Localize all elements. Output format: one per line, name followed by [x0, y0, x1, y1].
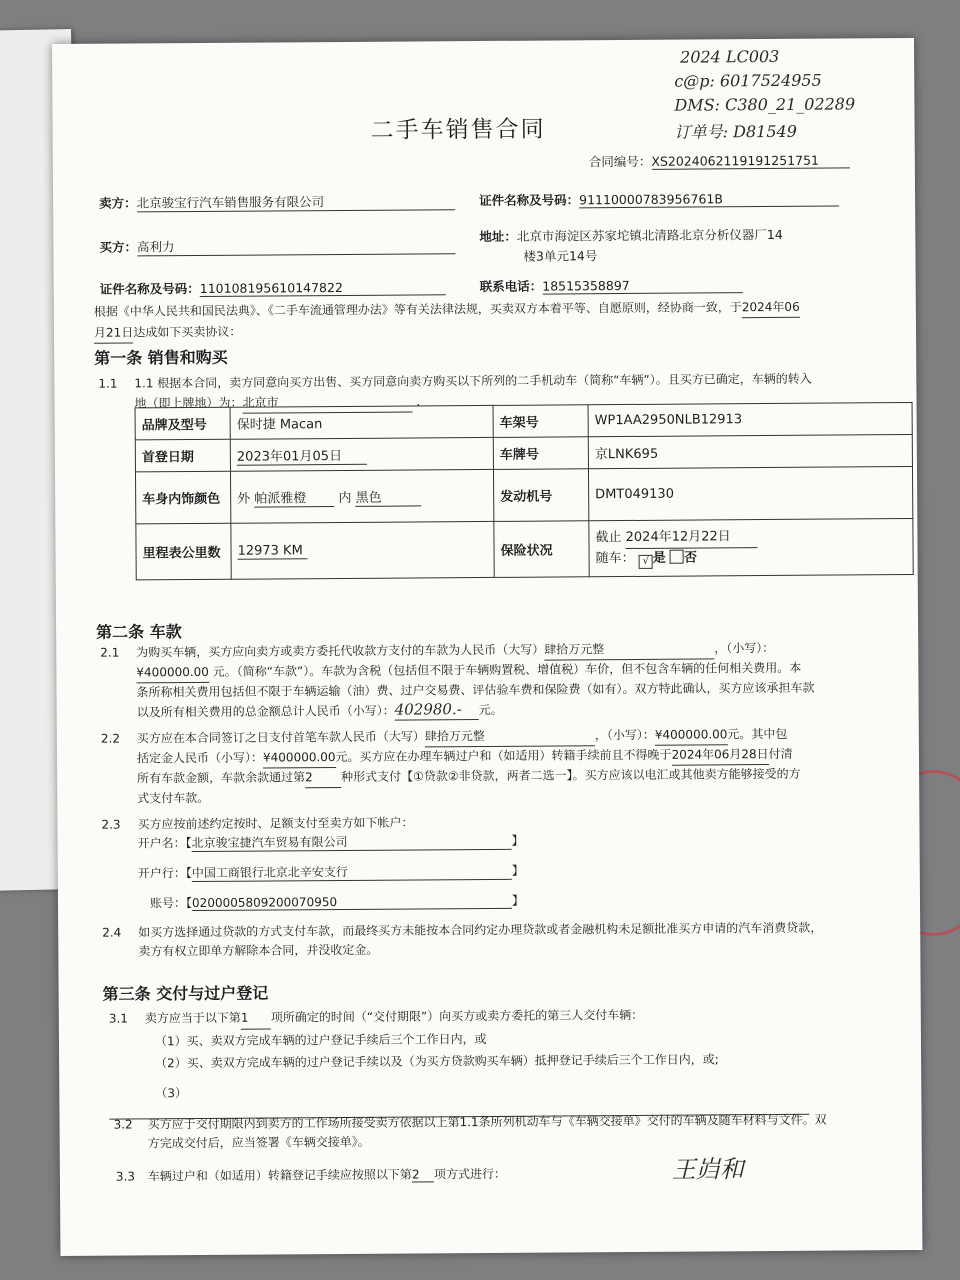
buyer-name: 高利力	[137, 235, 455, 256]
engine-value: DMT049130	[588, 467, 912, 521]
bank-row	[138, 859, 882, 882]
first-payment-small: ¥400000.00	[655, 725, 728, 746]
clause-3-1-number: 3.1	[108, 1011, 128, 1026]
clause-2-1-text-3: 条所称相关费用包括但不限于车辆运输（油）费、过户交易费、评估验车费和保险费（如有）。双方特此确认，买方应该承担车款	[136, 680, 815, 700]
buyer-id-row	[100, 277, 446, 297]
handwritten-note-4: 订单号: D81549	[674, 121, 797, 142]
color-cell	[230, 469, 493, 523]
yes-checkbox: √	[639, 555, 653, 569]
intro-text-2: 达成如下买卖协议：	[133, 324, 242, 340]
exterior-prefix: 外	[237, 491, 251, 507]
contract-page	[52, 38, 922, 1256]
color-label: 车身内饰颜色	[135, 471, 230, 524]
exterior-color: 帕派雅橙	[254, 487, 334, 508]
price-capital: 肆拾万元整	[544, 639, 714, 660]
article-3-title: 第三条 交付与过户登记	[102, 983, 269, 1004]
clause-2-2-text-3b: 种形式支付【①贷款②非贷款，两者二选一】。买方应该以电汇或其他卖方能够接受的方	[341, 766, 801, 784]
clause-1-1-text: 1.1 根据本合同，卖方同意向买方出售、买方同意向卖方购买以下所列的二手机动车（简称“车辆”）。且买方已确定，车辆的转入	[134, 371, 812, 391]
clause-2-2-text-3a: 所有车款金额，车款余款通过第	[137, 770, 306, 786]
clause-3-3-text-1a: 车辆过户和（如适用）转籍登记手续应按照以下第	[147, 1167, 412, 1184]
handwritten-note-2: c@p: 6017524955	[674, 70, 822, 91]
clause-2-2-text-1a: 买方应在本合同签订之日支付首笔车款人民币（大写）	[136, 729, 425, 746]
clause-3-3-text-1b: 项方式进行：	[433, 1166, 506, 1182]
phone-row	[480, 275, 743, 295]
brand-value: 保时捷 Macan	[230, 405, 493, 439]
phone-label: 联系电话：	[479, 278, 543, 295]
clause-2-2-text-2c: 付清	[768, 746, 793, 762]
clause-1-1-text-2: 地（即上牌地）为：	[134, 395, 243, 411]
vin-label: 车架号	[493, 405, 588, 438]
clause-2-1-number: 2.1	[100, 645, 120, 660]
mileage-cell	[231, 521, 494, 579]
option-3: （3）	[155, 1086, 188, 1101]
buyer-id: 110108195610147822	[200, 279, 446, 297]
handwritten-note-1: 2024 LC003	[680, 46, 780, 67]
no-label: 否	[683, 550, 697, 566]
address-line-1: 北京市海淀区苏家坨镇北清路北京分析仪器厂14	[516, 226, 783, 244]
table-row	[136, 519, 913, 580]
first-reg-value: 2023年01月05日	[237, 444, 367, 465]
clause-2-2-text-1b: ，（小写）：	[594, 727, 655, 743]
clause-3-1	[109, 1002, 886, 1126]
intro-date-2: 月21日	[94, 322, 133, 343]
payoff-date: 2024年06月28日	[671, 745, 768, 766]
seller-id: 91110000783956761B	[579, 191, 839, 209]
transfer-item: 2	[412, 1167, 434, 1182]
clause-3-2	[113, 1110, 889, 1153]
delivery-item: 1	[241, 1006, 271, 1029]
account-name-row	[138, 829, 882, 852]
first-payment-capital: 肆拾万元整	[425, 726, 595, 747]
account-name-label: 开户名：【	[137, 836, 192, 851]
clause-3-2-text-1: 买方应于交付期限内到卖方的工作场所接受卖方依据以上第1.1条所列机动车与《车辆交接单》交付的车辆及随车材料与文件。双	[147, 1112, 827, 1132]
clause-3-2-text-2: 方完成交付后，应当签署《车辆交接单》。	[147, 1134, 370, 1151]
article-1-title: 第一条 销售和购买	[94, 347, 228, 368]
interior-prefix: 内	[338, 490, 352, 506]
price-small: ¥400000.00	[136, 663, 209, 684]
signature: 王岿和	[671, 1155, 744, 1184]
bank-name: 中国工商银行北京北辛安支行	[192, 862, 512, 882]
account-no: 0200005809200070950	[192, 894, 512, 911]
contract-no: XS2024062119191251751	[651, 152, 849, 169]
seller-row	[99, 191, 455, 212]
vin-value: WP1AA2950NLB12913	[588, 403, 912, 437]
clause-2-4-number: 2.4	[102, 925, 122, 940]
contract-no-label: 合同编号：	[588, 153, 652, 170]
clause-1-1: 1.1 1.1 根据本合同，卖方同意向买方出售、买方同意向卖方购买以下所列的二手机动车（简称“车辆”）。且买方已确定，车辆的转入 地（即上牌地）为：北京市 .	[98, 368, 878, 414]
option-1: （1）买、卖双方完成车辆的过户登记手续后三个工作日内，或	[154, 1031, 487, 1049]
clause-2-4-text-2: 卖方有权立即单方解除本合同，并没收定金。	[138, 942, 379, 959]
page-title: 二手车销售合同	[370, 116, 546, 144]
address-line-2: 楼3单元14号	[523, 248, 598, 264]
yes-label: 是	[652, 550, 666, 566]
mileage-value: 12973 KM	[237, 543, 307, 559]
clause-1-1-number: 1.1	[98, 376, 118, 391]
plate-label: 车牌号	[493, 437, 588, 470]
first-reg-label: 首登日期	[135, 439, 230, 472]
clause-2-2-text-1c: 元。其中包	[727, 726, 788, 742]
clause-2-3-number: 2.3	[101, 817, 121, 832]
clause-2-3	[101, 810, 882, 911]
plate-value: 京LNK695	[588, 435, 912, 469]
account-name: 北京骏宝捷汽车贸易有限公司	[192, 832, 512, 852]
buyer-row	[99, 235, 455, 256]
deposit-amount: ¥400000.00	[263, 748, 336, 769]
interior-color: 黑色	[356, 486, 422, 506]
first-reg-cell	[230, 437, 493, 471]
table-row	[135, 467, 912, 524]
seller-id-label: 证件名称及号码：	[479, 192, 580, 209]
clause-2-1-text-4a: 以及所有相关费用的总金额总计人民币（小写）：	[136, 703, 395, 720]
contract-no-row	[589, 150, 850, 170]
clause-2-2-text-2a: 括定金人民币（小写）：	[136, 750, 264, 766]
bracket-close: 】	[511, 863, 524, 878]
bank-label: 开户行：【	[137, 866, 192, 881]
clause-2-2-number: 2.2	[100, 731, 120, 746]
clause-2-1-text-2: 元。（简称“车款”）。车款为含税（包括但不限于车辆购置税、增值税）车价，但不包含车辆的任何相关费用。本	[212, 660, 802, 679]
mileage-label: 里程表公里数	[136, 523, 231, 580]
intro-text-1: 根据《中华人民共和国民法典》、《二手车流通管理办法》等有关法律法规，买卖双方本着平等、自愿原则，经协商一致，于	[93, 300, 742, 319]
insurance-label: 保险状况	[494, 521, 589, 578]
buyer-id-label: 证件名称及号码：	[99, 280, 200, 297]
handwritten-total: 402980.-	[395, 700, 479, 721]
clause-2-2	[101, 724, 882, 808]
no-checkbox	[670, 550, 684, 564]
intro-paragraph	[94, 296, 864, 343]
address-label: 地址：	[479, 228, 517, 245]
clause-2-4	[102, 918, 882, 961]
insurance-with-car: 随车：	[595, 550, 635, 567]
seller-label: 卖方：	[99, 195, 137, 211]
bracket-close: 】	[511, 893, 525, 908]
clause-2-3-text: 买方应按前述约定按时、足额支付至卖方如下帐户：	[137, 815, 414, 832]
clause-3-1-text-1b: 项所确定的时间（“交付期限”）向买方或卖方委托的第三人交付车辆：	[270, 1007, 644, 1025]
account-no-row	[150, 889, 882, 911]
bracket-close: 】	[511, 833, 524, 848]
insurance-until-prefix: 截止	[595, 530, 622, 546]
buyer-label: 买方：	[99, 239, 137, 255]
clause-3-3	[116, 1164, 676, 1185]
insurance-cell	[589, 519, 913, 577]
address-row	[479, 225, 839, 268]
engine-label: 发动机号	[493, 469, 588, 522]
clause-3-1-text-1a: 卖方应当于以下第	[144, 1010, 241, 1026]
clause-2-1	[100, 638, 881, 722]
intro-date-1: 2024年06	[742, 297, 800, 318]
phone: 18515358897	[542, 277, 742, 294]
article-2-title: 第二条 车款	[96, 622, 182, 642]
clause-3-3-number: 3.3	[115, 1169, 136, 1184]
clause-2-2-text-4: 式支付车款。	[137, 790, 210, 806]
option-2: （2）买、卖双方完成车辆的过户登记手续以及（为买方贷款购买车辆）抵押登记手续后三个工作日内，或;	[155, 1052, 719, 1071]
insurance-until: 2024年12月22日	[626, 527, 758, 549]
clause-2-1-text-1b: ，（小写）：	[714, 640, 775, 656]
account-no-label: 账号：【	[149, 896, 193, 911]
clause-2-4-text-1: 如买方选择通过贷款的方式支付车款，而最终买方未能按本合同约定办理贷款或者金融机构未足额批准买方申请的汽车消费贷款，	[138, 920, 823, 940]
clause-3-2-number: 3.2	[113, 1117, 133, 1132]
vehicle-table	[135, 402, 914, 580]
seller-name: 北京骏宝行汽车销售服务有限公司	[137, 191, 455, 212]
brand-label: 品牌及型号	[135, 407, 230, 440]
clause-2-1-text-4b: 元。	[478, 702, 503, 718]
payment-way: 2	[305, 768, 341, 788]
handwritten-note-3: DMS: C380_21_02289	[674, 94, 856, 115]
clause-2-2-text-2b: 元。买方应在办理车辆过户和（如适用）转籍手续前且不得晚于	[335, 747, 672, 765]
seller-id-row	[479, 189, 839, 210]
clause-2-1-text-1a: 为购买车辆，买方应向卖方或卖方委托代收款方支付的车款为人民币（大写）	[136, 642, 545, 660]
registration-place: 北京市	[242, 391, 412, 413]
